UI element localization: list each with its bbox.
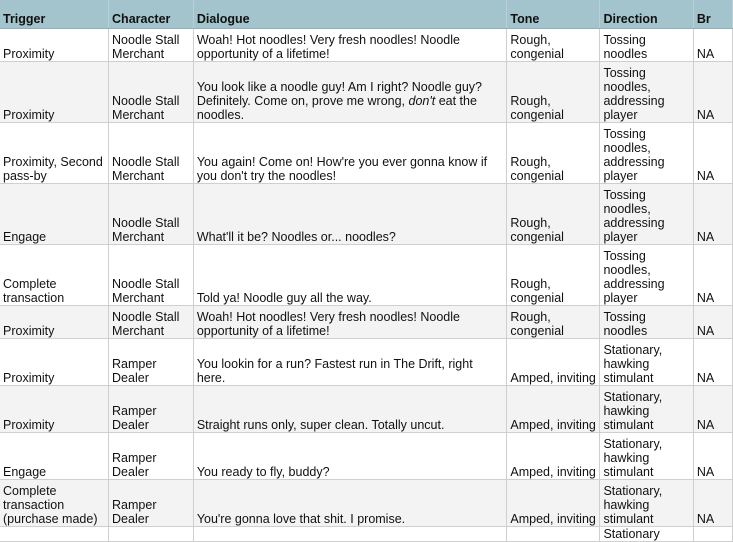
dialogue-cell[interactable]: You ready to fly, buddy? bbox=[193, 432, 507, 479]
table-row bbox=[0, 61, 733, 122]
table-row bbox=[0, 305, 733, 338]
direction-cell[interactable]: Stationary, hawking stimulant bbox=[600, 479, 693, 526]
tone-cell[interactable]: Rough, congenial bbox=[507, 122, 600, 183]
trigger-cell[interactable]: Engage bbox=[0, 183, 109, 244]
tone-cell[interactable]: Rough, congenial bbox=[507, 28, 600, 61]
header-cell-character[interactable]: Character bbox=[109, 0, 194, 28]
direction-cell[interactable]: Stationary, hawking stimulant bbox=[600, 385, 693, 432]
character-cell[interactable] bbox=[109, 526, 194, 541]
br-cell[interactable]: NA bbox=[693, 244, 732, 305]
tone-cell[interactable]: Rough, congenial bbox=[507, 183, 600, 244]
table-row bbox=[0, 338, 733, 385]
dialogue-cell[interactable]: Woah! Hot noodles! Very fresh noodles! Noodle opportunity of a lifetime! bbox=[193, 28, 507, 61]
table-row bbox=[0, 183, 733, 244]
tone-cell[interactable]: Amped, inviting bbox=[507, 385, 600, 432]
character-cell[interactable]: Noodle Stall Merchant bbox=[109, 122, 194, 183]
direction-cell[interactable]: Tossing noodles, addressing player bbox=[600, 61, 693, 122]
dialogue-text: You look like a noodle guy! Am I right? Noodle guy? Definitely. Come on, prove me wrong, bbox=[196, 79, 482, 108]
br-cell[interactable] bbox=[693, 526, 732, 541]
br-cell[interactable]: NA bbox=[693, 385, 732, 432]
br-cell[interactable]: NA bbox=[693, 28, 732, 61]
direction-cell[interactable]: Stationary bbox=[600, 526, 693, 541]
table-row bbox=[0, 122, 733, 183]
dialogue-cell[interactable]: Woah! Hot noodles! Very fresh noodles! Noodle opportunity of a lifetime! bbox=[193, 305, 507, 338]
trigger-cell[interactable]: Engage bbox=[0, 432, 109, 479]
tone-cell[interactable]: Amped, inviting bbox=[507, 479, 600, 526]
trigger-cell[interactable]: Complete transaction bbox=[0, 244, 109, 305]
trigger-cell[interactable]: Proximity, Second pass-by bbox=[0, 122, 109, 183]
character-cell[interactable]: Noodle Stall Merchant bbox=[109, 61, 194, 122]
header-cell-trigger[interactable]: Trigger bbox=[0, 0, 109, 28]
character-cell[interactable]: Ramper Dealer bbox=[109, 385, 194, 432]
trigger-cell[interactable]: Proximity bbox=[0, 385, 109, 432]
character-cell[interactable]: Noodle Stall Merchant bbox=[109, 244, 194, 305]
trigger-cell[interactable]: Proximity bbox=[0, 61, 109, 122]
br-cell[interactable]: NA bbox=[693, 183, 732, 244]
br-cell[interactable]: NA bbox=[693, 479, 732, 526]
table-row bbox=[0, 244, 733, 305]
character-cell[interactable]: Ramper Dealer bbox=[109, 338, 194, 385]
tone-cell[interactable]: Rough, congenial bbox=[507, 61, 600, 122]
table-row bbox=[0, 479, 733, 526]
header-cell-direction[interactable]: Direction bbox=[600, 0, 693, 28]
direction-cell[interactable]: Tossing noodles bbox=[600, 28, 693, 61]
header-cell-dialogue[interactable]: Dialogue bbox=[193, 0, 507, 28]
tone-cell[interactable] bbox=[507, 526, 600, 541]
br-cell[interactable]: NA bbox=[693, 305, 732, 338]
table-row bbox=[0, 28, 733, 61]
trigger-cell[interactable]: Proximity bbox=[0, 28, 109, 61]
header-cell-tone[interactable]: Tone bbox=[507, 0, 600, 28]
br-cell[interactable]: NA bbox=[693, 122, 732, 183]
dialogue-cell[interactable]: Told ya! Noodle guy all the way. bbox=[193, 244, 507, 305]
character-cell[interactable]: Noodle Stall Merchant bbox=[109, 28, 194, 61]
tone-cell[interactable]: Amped, inviting bbox=[507, 338, 600, 385]
dialogue-cell[interactable]: Straight runs only, super clean. Totally uncut. bbox=[193, 385, 507, 432]
tone-cell[interactable]: Amped, inviting bbox=[507, 432, 600, 479]
character-cell[interactable]: Noodle Stall Merchant bbox=[109, 183, 194, 244]
header-cell-br[interactable]: Br bbox=[693, 0, 732, 28]
trigger-cell[interactable]: Complete transaction (purchase made) bbox=[0, 479, 109, 526]
direction-cell[interactable]: Tossing noodles bbox=[600, 305, 693, 338]
trigger-cell[interactable] bbox=[0, 526, 109, 541]
dialogue-emphasis: don't bbox=[408, 93, 436, 108]
dialogue-text: eat the noodles. bbox=[196, 93, 477, 122]
trigger-cell[interactable]: Proximity bbox=[0, 338, 109, 385]
dialogue-cell[interactable] bbox=[193, 61, 507, 122]
dialogue-cell[interactable]: What'll it be? Noodles or... noodles? bbox=[193, 183, 507, 244]
direction-cell[interactable]: Tossing noodles, addressing player bbox=[600, 122, 693, 183]
tone-cell[interactable]: Rough, congenial bbox=[507, 305, 600, 338]
dialogue-cell[interactable]: You again! Come on! How're you ever gonna know if you don't try the noodles! bbox=[193, 122, 507, 183]
character-cell[interactable]: Ramper Dealer bbox=[109, 479, 194, 526]
character-cell[interactable]: Noodle Stall Merchant bbox=[109, 305, 194, 338]
tone-cell[interactable]: Rough, congenial bbox=[507, 244, 600, 305]
trigger-cell[interactable]: Proximity bbox=[0, 305, 109, 338]
dialogue-cell[interactable]: You're gonna love that shit. I promise. bbox=[193, 479, 507, 526]
direction-cell[interactable]: Stationary, hawking stimulant bbox=[600, 432, 693, 479]
dialogue-cell[interactable] bbox=[193, 526, 507, 541]
table-row bbox=[0, 385, 733, 432]
direction-cell[interactable]: Tossing noodles, addressing player bbox=[600, 183, 693, 244]
character-cell[interactable]: Ramper Dealer bbox=[109, 432, 194, 479]
direction-cell[interactable]: Stationary, hawking stimulant bbox=[600, 338, 693, 385]
table-row bbox=[0, 526, 733, 541]
br-cell[interactable]: NA bbox=[693, 338, 732, 385]
table-row bbox=[0, 432, 733, 479]
br-cell[interactable]: NA bbox=[693, 432, 732, 479]
direction-cell[interactable]: Tossing noodles, addressing player bbox=[600, 244, 693, 305]
br-cell[interactable]: NA bbox=[693, 61, 732, 122]
dialogue-cell[interactable]: You lookin for a run? Fastest run in The Drift, right here. bbox=[193, 338, 507, 385]
header-row bbox=[0, 0, 733, 28]
